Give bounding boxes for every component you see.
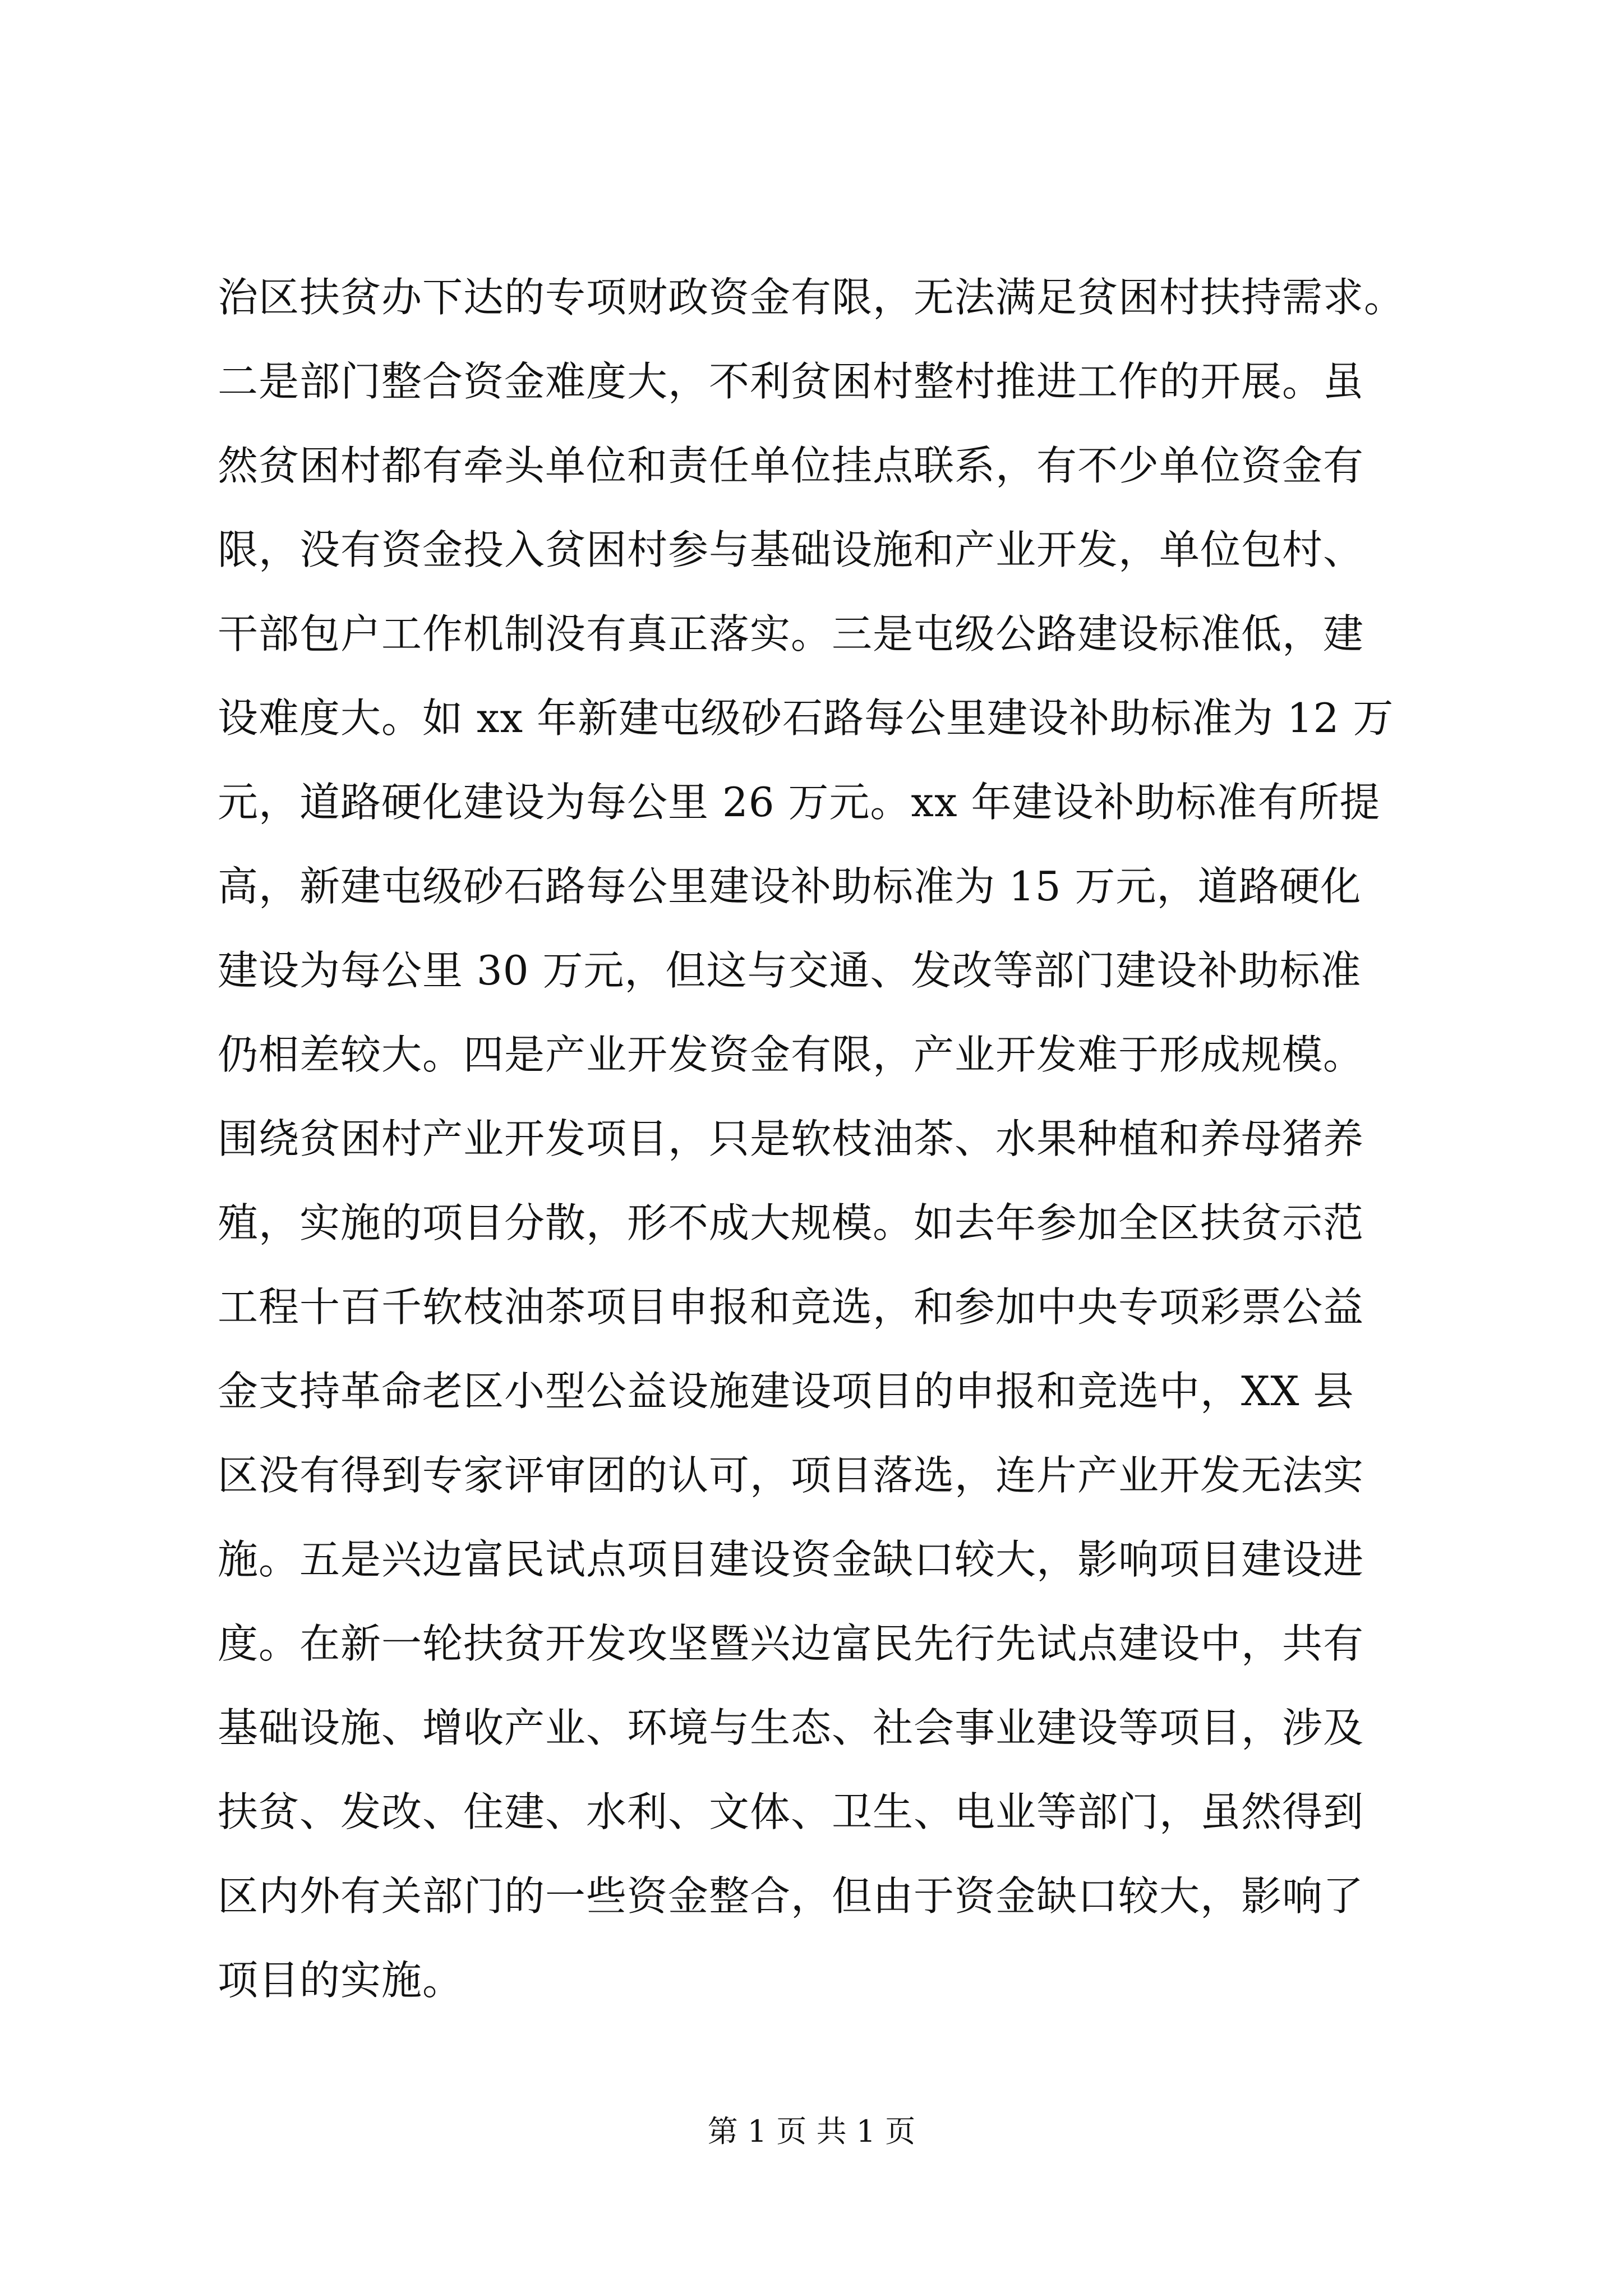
text-line: 建设为每公里 30 万元，但这与交通、发改等部门建设补助标准 bbox=[218, 947, 1362, 994]
text-line: 殖，实施的项目分散，形不成大规模。如去年参加全区扶贫示范 bbox=[218, 1199, 1364, 1246]
text-line: 项目的实施。 bbox=[218, 1957, 464, 2004]
text-line: 工程十百千软枝油茶项目申报和竞选，和参加中央专项彩票公益 bbox=[218, 1283, 1364, 1331]
text-line: 区没有得到专家评审团的认可，项目落选，连片产业开发无法实 bbox=[218, 1452, 1364, 1499]
text-line: 仍相差较大。四是产业开发资金有限，产业开发难于形成规模。 bbox=[218, 1031, 1364, 1078]
text-line: 二是部门整合资金难度大，不利贫困村整村推进工作的开展。虽 bbox=[218, 358, 1364, 405]
text-line: 区内外有关部门的一些资金整合，但由于资金缺口较大，影响了 bbox=[218, 1872, 1364, 1920]
text-line: 限，没有资金投入贫困村参与基础设施和产业开发，单位包村、 bbox=[218, 526, 1364, 573]
text-line: 围绕贫困村产业开发项目，只是软枝油茶、水果种植和养母猪养 bbox=[218, 1115, 1364, 1162]
text-line: 元，道路硬化建设为每公里 26 万元。xx 年建设补助标准有所提 bbox=[218, 779, 1381, 826]
text-line: 高，新建屯级砂石路每公里建设补助标准为 15 万元，道路硬化 bbox=[218, 863, 1362, 910]
body-paragraph bbox=[218, 255, 1429, 2022]
text-line: 施。五是兴边富民试点项目建设资金缺口较大，影响项目建设进 bbox=[218, 1536, 1364, 1583]
text-line: 然贫困村都有牵头单位和责任单位挂点联系，有不少单位资金有 bbox=[218, 442, 1364, 489]
text-line: 扶贫、发改、住建、水利、文体、卫生、电业等部门，虽然得到 bbox=[218, 1788, 1364, 1835]
text-line: 基础设施、增收产业、环境与生态、社会事业建设等项目，涉及 bbox=[218, 1704, 1364, 1751]
text-line: 设难度大。如 xx 年新建屯级砂石路每公里建设补助标准为 12 万 bbox=[218, 694, 1394, 742]
text-line: 度。在新一轮扶贫开发攻坚暨兴边富民先行先试点建设中，共有 bbox=[218, 1620, 1364, 1667]
text-line: 干部包户工作机制没有真正落实。三是屯级公路建设标准低，建 bbox=[218, 610, 1364, 657]
text-line: 金支持革命老区小型公益设施建设项目的申报和竞选中，XX 县 bbox=[218, 1368, 1354, 1415]
text-line: 治区扶贫办下达的专项财政资金有限，无法满足贫困村扶持需求。 bbox=[218, 274, 1405, 321]
page-number-footer: 第 1 页 共 1 页 bbox=[707, 2114, 916, 2149]
